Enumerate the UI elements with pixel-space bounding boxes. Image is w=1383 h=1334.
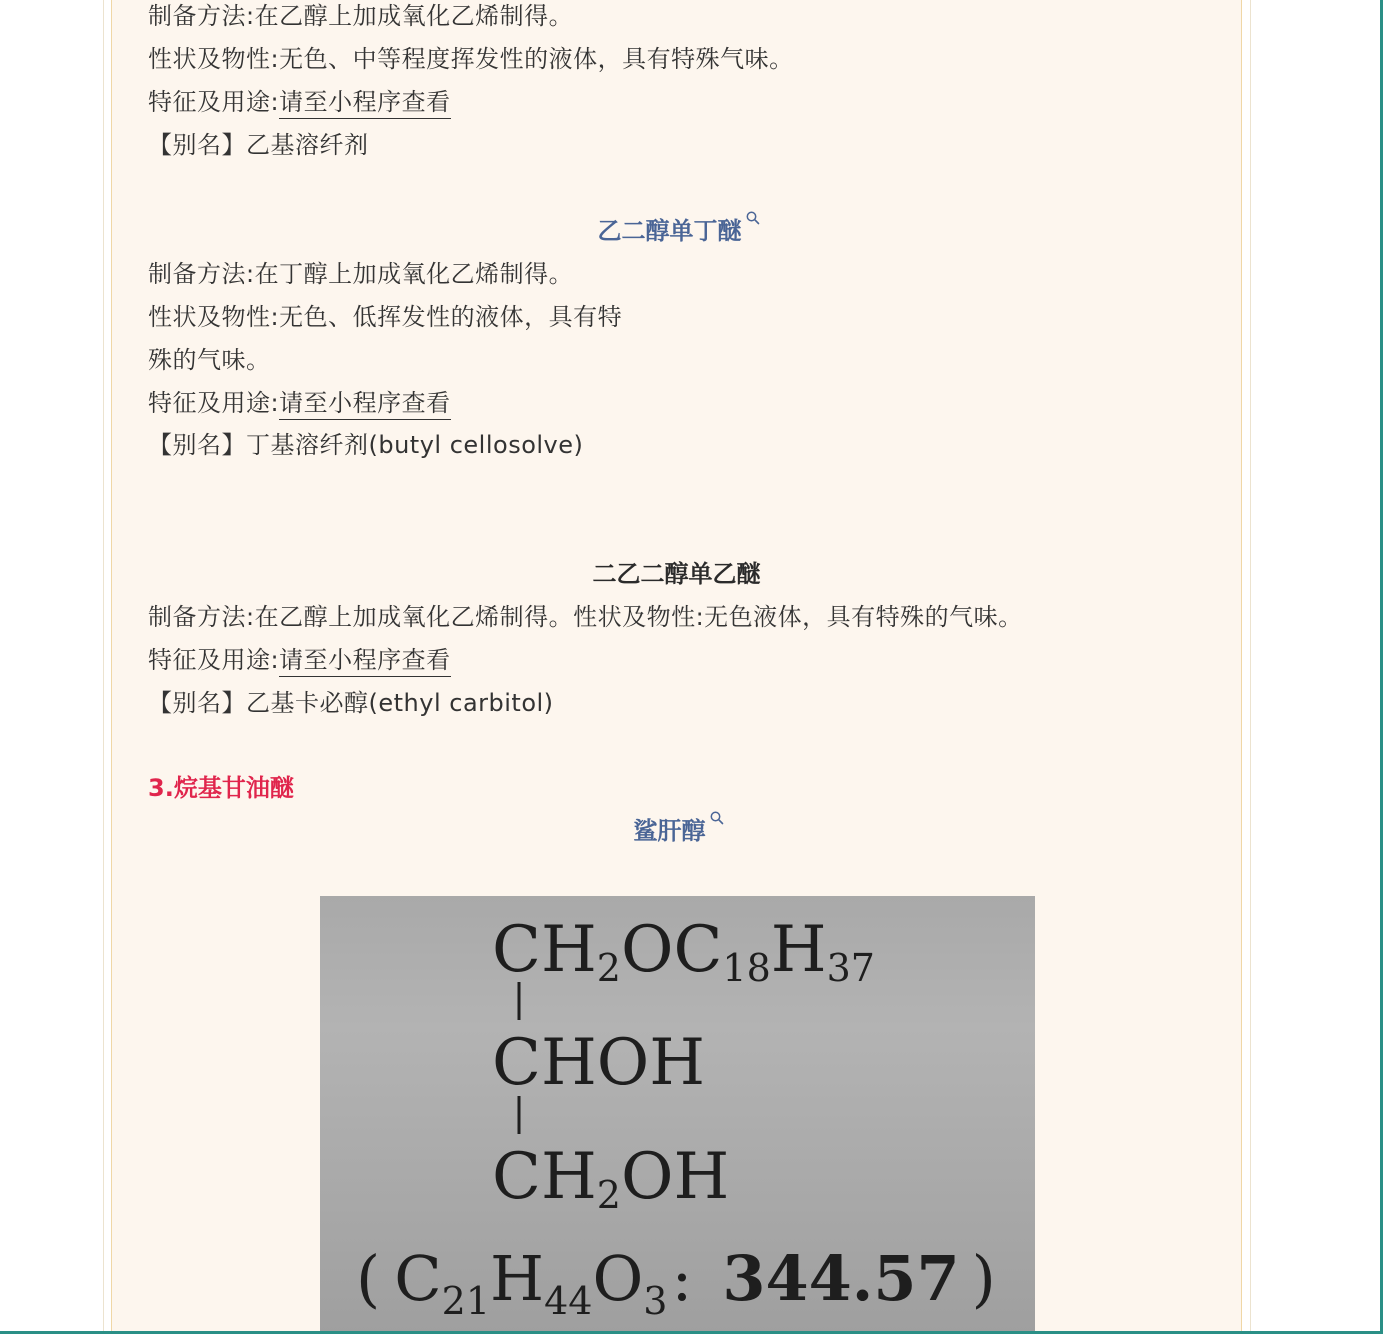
structural-formula-drawing (320, 896, 1035, 1334)
miniprogram-link[interactable]: 请至小程序查看 (279, 389, 451, 420)
formula-row-2: CHOH (492, 1026, 706, 1100)
compound-heading-plain: 二乙二醇单乙醚 (592, 560, 761, 588)
block3-usage-row (148, 644, 451, 676)
search-icon[interactable] (746, 201, 760, 215)
block1-props-text: 性状及物性:无色、中等程度挥发性的液体，具有特殊气味。 (148, 45, 794, 73)
formula-row-3: CH2OH (492, 1140, 730, 1217)
block2-props-text: 性状及物性:无色、低挥发性的液体，具有特 (148, 303, 623, 331)
compound-heading[interactable] (111, 815, 1242, 847)
block1-usage-row (148, 86, 451, 118)
block2-usage-row (148, 387, 451, 419)
formula-row-1: CH2OC18H37 (492, 913, 875, 990)
search-icon[interactable] (710, 801, 724, 815)
block2-prep-text: 制备方法:在丁醇上加成氧化乙烯制得。 (148, 260, 574, 288)
block2-props-text-cont: 殊的气味。 (148, 346, 271, 374)
block3-prep-props-text: 制备方法:在乙醇上加成氧化乙烯制得。性状及物性:无色液体，具有特殊的气味。 (148, 603, 1023, 631)
formula-molecular-weight: ( C21H44O3: 344.57 ) (356, 1242, 996, 1323)
usage-label: 特征及用途: (148, 646, 280, 674)
usage-label: 特征及用途: (148, 88, 280, 116)
block2-alias-text: 【别名】丁基溶纤剂(butyl cellosolve) (148, 431, 584, 459)
miniprogram-link[interactable]: 请至小程序查看 (279, 646, 451, 677)
compound-title[interactable]: 乙二醇单丁醚 (597, 217, 742, 245)
compound-heading[interactable] (111, 215, 1242, 247)
miniprogram-link[interactable]: 请至小程序查看 (279, 88, 451, 119)
block1-prep-text: 制备方法:在乙醇上加成氧化乙烯制得。 (148, 2, 574, 30)
block3-alias-text: 【别名】乙基卡必醇(ethyl carbitol) (148, 689, 554, 717)
compound-title[interactable]: 鲨肝醇 (633, 817, 706, 845)
block1-alias-text: 【别名】乙基溶纤剂 (148, 131, 369, 159)
structural-formula-image (320, 896, 1035, 1334)
usage-label: 特征及用途: (148, 389, 280, 417)
section-title: 3.烷基甘油醚 (148, 774, 294, 802)
